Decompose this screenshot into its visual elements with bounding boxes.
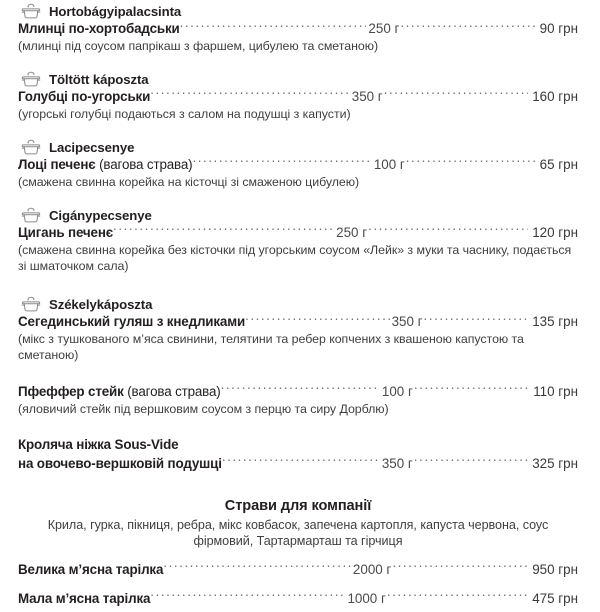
hungarian-name-line — [18, 0, 578, 19]
dot-leader — [113, 224, 334, 237]
dot-leader — [150, 88, 350, 101]
dish-name: Млинці по-хортобадськи — [18, 21, 180, 37]
menu-dish-item — [18, 0, 578, 55]
menu-dish-item — [18, 136, 578, 191]
dish-price-row — [18, 224, 578, 242]
dot-leader — [221, 382, 380, 395]
dish-price: 120 грн — [532, 225, 578, 241]
hungarian-name-line — [18, 136, 578, 155]
dot-leader — [392, 561, 528, 574]
dish-weight: 100 г — [381, 383, 413, 399]
menu-dish-item — [18, 382, 578, 417]
dish-description: (млинці під соусом папрікаш з фаршем, цибулею та сметаною) — [18, 39, 379, 54]
dot-leader — [163, 561, 351, 574]
dish-description: (смажена свинна корейка без кісточки під угорським соусом «Лейк» з муки та часнику, подається зі шматочком сала) — [18, 243, 572, 273]
dish-price: 110 грн — [533, 383, 578, 399]
dish-price-row — [18, 20, 578, 38]
dish-name-line1: Кроляча ніжка Sous-Vide — [18, 437, 179, 453]
dot-leader — [414, 382, 529, 395]
dot-leader — [222, 454, 380, 467]
dish-name: Цигань печенє — [18, 225, 114, 241]
cooking-pot-icon — [20, 3, 42, 20]
section-title: Страви для компанії — [224, 497, 372, 514]
dish-weight: 350 г — [391, 314, 423, 330]
platter-name: Мала м’ясна тарілка — [18, 590, 151, 606]
dot-leader — [192, 156, 371, 169]
dish-price: 65 грн — [539, 157, 578, 173]
dish-price: 135 грн — [532, 314, 578, 330]
spacer — [18, 280, 578, 293]
hungarian-name-line — [18, 204, 578, 223]
company-dishes-section — [18, 498, 578, 608]
spacer — [18, 129, 578, 136]
menu-dish-item — [18, 68, 578, 123]
spacer — [18, 423, 578, 436]
hungarian-name-line — [18, 68, 578, 87]
dish-name: Сегединський гуляш з кнедликами — [18, 314, 246, 330]
platter-price: 475 грн — [532, 590, 578, 606]
dot-leader — [400, 20, 535, 33]
dish-weight: 350 г — [381, 455, 413, 471]
platter-name: Велика м’ясна тарілка — [18, 562, 164, 578]
dish-description: (яловичий стейк під вершковим соусом з перцю та сиру Дорблю) — [18, 401, 389, 416]
cooking-pot-icon — [20, 207, 42, 224]
dish-price-row — [18, 156, 578, 174]
platter-price: 950 грн — [532, 562, 578, 578]
hungarian-name-line — [18, 293, 578, 312]
dish-weight: 100 г — [373, 157, 405, 173]
platter-price-row — [18, 561, 578, 579]
spacer — [18, 197, 578, 204]
cooking-pot-icon — [20, 71, 42, 88]
dish-name-note: (вагова страва) — [95, 157, 193, 173]
dot-leader — [150, 589, 345, 602]
hungarian-dish-name: Hortobágyipalacsinta — [49, 4, 182, 19]
dish-description: (угорські голубці подаються з салом на подушці з капусти) — [18, 107, 351, 122]
menu-dish-item — [18, 204, 578, 274]
dot-leader — [368, 224, 528, 237]
section-subtitle: Крила, гурка, пікниця, ребра, мікс ковбасок, запечена картопля, капуста червона, соус фірмовий, Тартармарташ та гірчиця — [47, 517, 549, 548]
dish-name-line2: на овочево-вершковій подушці — [18, 455, 222, 471]
dish-price: 90 грн — [539, 21, 578, 37]
spacer — [18, 369, 578, 382]
dot-leader — [424, 313, 529, 326]
dish-price-row — [18, 313, 578, 331]
hungarian-dish-name: Töltött káposzta — [49, 71, 149, 87]
dish-name: Голубці по-угорськи — [18, 89, 151, 105]
cooking-pot-icon — [20, 139, 42, 156]
spacer — [18, 479, 578, 498]
dish-price-row — [18, 454, 578, 472]
dish-price-row — [18, 382, 578, 400]
dot-leader — [414, 454, 528, 467]
dish-name: Пфеффер стейк (вагова страва) — [18, 383, 221, 399]
dish-description: (мікс з тушкованого м’яса свинини, телятини та ребер копчених з квашеною капустою та сметаною) — [18, 332, 524, 362]
dish-weight: 250 г — [368, 21, 400, 37]
menu-dish-item-sous-vide — [18, 436, 578, 472]
hungarian-dish-name: Cigánypecsenye — [49, 207, 152, 223]
menu-dish-item — [18, 293, 578, 363]
cooking-pot-icon — [20, 296, 42, 313]
hungarian-dish-name: Lacipecsenye — [49, 139, 135, 155]
dish-weight: 350 г — [351, 89, 383, 105]
platter-price-row — [18, 589, 578, 607]
dot-leader — [406, 156, 536, 169]
dish-price-row — [18, 88, 578, 106]
platter-weight: 1000 г — [347, 590, 386, 606]
dot-leader — [180, 20, 367, 33]
dish-name: Лоці печенє (вагова страва) — [18, 157, 193, 173]
dish-name-note: (вагова страва) — [123, 383, 221, 399]
platter-weight: 2000 г — [352, 562, 392, 578]
dish-price: 325 грн — [532, 455, 578, 471]
dot-leader — [387, 589, 528, 602]
hungarian-dish-name: Székelykáposzta — [49, 297, 153, 313]
dish-price: 160 грн — [532, 89, 578, 105]
dot-leader — [384, 88, 529, 101]
dish-description: (смажена свинна корейка на кісточці зі смаженою цибулею) — [18, 175, 360, 190]
spacer — [18, 61, 578, 68]
dot-leader — [245, 313, 390, 326]
dish-weight: 250 г — [336, 225, 368, 241]
